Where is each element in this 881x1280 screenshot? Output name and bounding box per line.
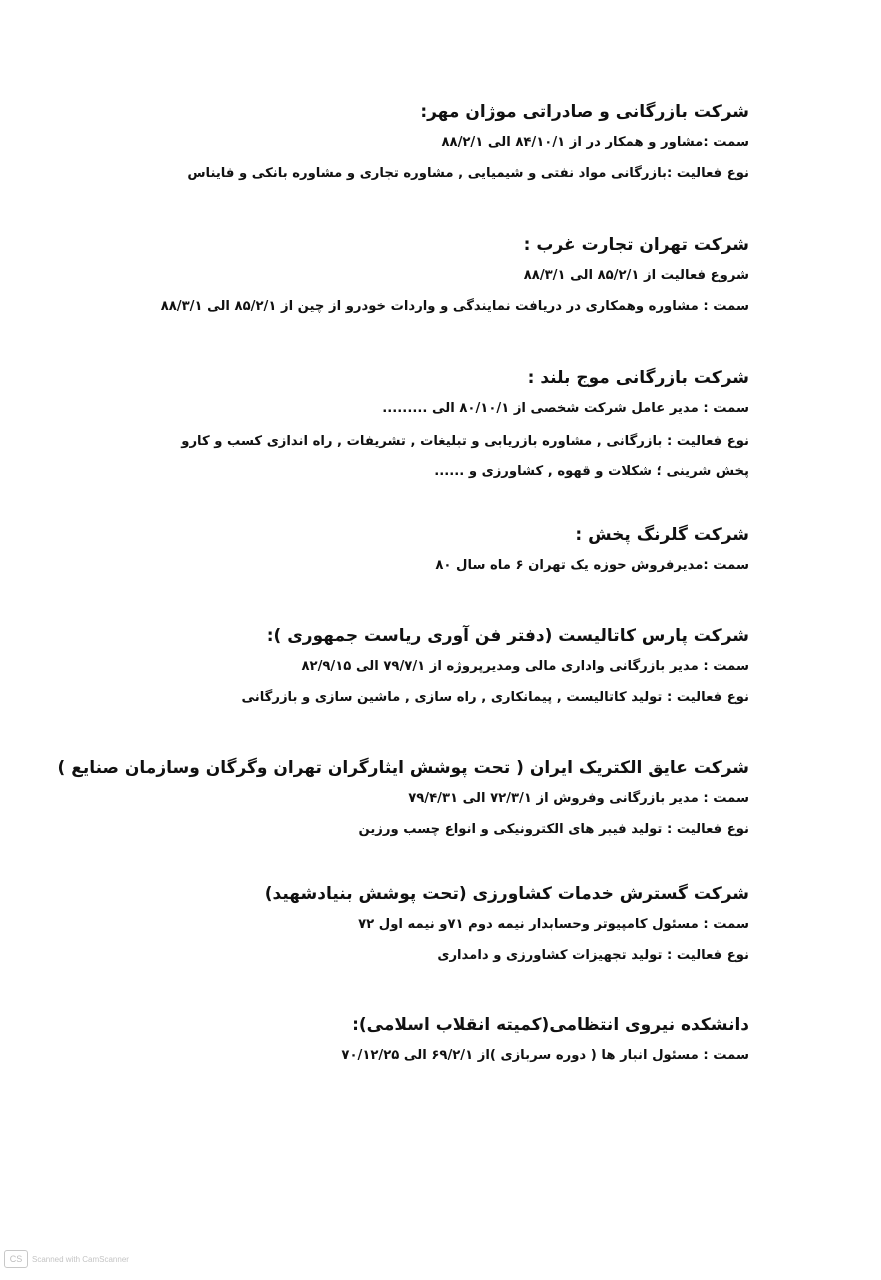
camscanner-watermark [4, 1250, 129, 1268]
job-entry-gostaresh-khadamat-keshavarzi [129, 882, 749, 976]
camscanner-logo-icon: CS [4, 1250, 28, 1268]
job-entry-tehran-tejarat-gharb [99, 233, 749, 327]
camscanner-text: Scanned with CamScanner [32, 1254, 129, 1264]
position-line: سمت : مسئول کامپیوتر وحسابدار نیمه دوم ۷۱و نیمه اول ۷۲ [358, 917, 749, 932]
company-title: شرکت تهران تجارت غرب : [523, 235, 749, 255]
position-line: سمت : مدیر بازرگانی واداری مالی ومدیرپروژه از ۷۹/۷/۱ الی ۸۲/۹/۱۵ [301, 659, 749, 674]
job-entry-ayegh-electric-iran [57, 756, 749, 850]
position-line: سمت : مشاوره وهمکاری در دریافت نمایندگی و واردات خودرو از چین از ۸۵/۲/۱ الی ۸۸/۳/۱ [160, 299, 749, 314]
position-line: سمت : مسئول انبار ها ( دوره سربازی )از ۶۹/۲/۱ الی ۷۰/۱۲/۲۵ [341, 1048, 749, 1063]
start-line: شروع فعالیت از ۸۵/۲/۱ الی ۸۸/۳/۱ [523, 268, 749, 283]
position-line: سمت :مدیرفروش حوزه یک تهران ۶ ماه سال ۸۰ [435, 558, 749, 573]
company-title: شرکت پارس کاتالیست (دفتر فن آوری ریاست جمهوری ): [266, 626, 749, 646]
job-entry-mozhan-mehr [129, 100, 749, 194]
job-entry-golrang-pakhsh [129, 523, 749, 586]
job-entry-pars-catalyst [129, 624, 749, 718]
activity-line: نوع فعالیت : تولید فیبر های الکترونیکی و انواع چسب ورزین [358, 822, 749, 837]
position-line: سمت :مشاور و همکار در از ۸۴/۱۰/۱ الی ۸۸/۲/۱ [441, 135, 749, 150]
position-line: سمت : مدیر عامل شرکت شخصی از ۸۰/۱۰/۱ الی ......... [382, 401, 749, 416]
company-title: شرکت عایق الکتریک ایران ( تحت پوشش ایثارگران تهران وگرگان وسازمان صنایع ) [57, 758, 749, 778]
company-title: شرکت بازرگانی موج بلند : [527, 368, 749, 388]
activity-line: نوع فعالیت : تولید تجهیزات کشاورزی و دامداری [437, 948, 749, 963]
position-line: سمت : مدیر بازرگانی وفروش از ۷۲/۳/۱ الی ۷۹/۴/۳۱ [408, 791, 749, 806]
job-entry-police-academy [129, 1013, 749, 1076]
company-title: شرکت بازرگانی و صادراتی موژان مهر: [420, 102, 749, 122]
job-entry-mowj-boland [129, 366, 749, 497]
activity-line: نوع فعالیت : بازرگانی , مشاوره بازریابی و تبلیغات , تشریفات , راه اندازی کسب و کارو پخش شرینی ؛ شکلات و قهوه , کشاورزی و ...... [181, 434, 749, 479]
activity-line: نوع فعالیت : تولید کاتالیست , پیمانکاری , راه سازی , ماشین سازی و بازرگانی [241, 690, 749, 705]
company-title: شرکت گسترش خدمات کشاورزی (تحت پوشش بنیادشهید) [264, 884, 749, 904]
company-title: شرکت گلرنگ پخش : [575, 525, 749, 545]
company-title: دانشکده نیروی انتظامی(کمیته انقلاب اسلامی): [352, 1015, 749, 1035]
activity-line: نوع فعالیت :بازرگانی مواد نفتی و شیمیایی , مشاوره تجاری و مشاوره بانکی و فایناس [187, 166, 749, 181]
